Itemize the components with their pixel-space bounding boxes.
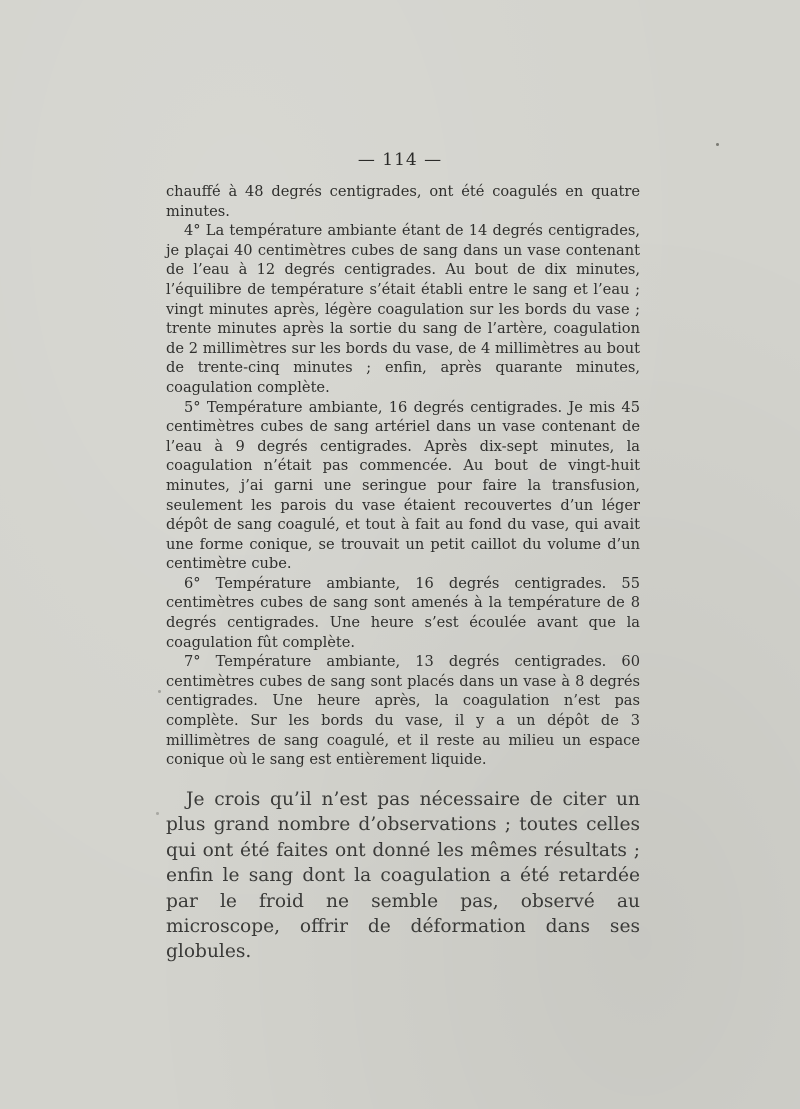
- observation-continuation: chauffé à 48 degrés centigrades, ont été coagulés en quatre minutes.: [166, 183, 640, 220]
- observation-4: 4° La température ambiante étant de 14 degrés centigrades, je plaçai 40 centimètres cubes de sang dans un vase contenant de l’eau à 12 degrés centigrades. Au bout de dix minutes, l’équilibre de température s’était établi entre le sang et l’eau ; vingt minutes après, légère coagulation sur les bords du vase ; trente minutes après la sortie du sang de l’artère, coagulation de 2 millimètres sur les bords du vase, de 4 millimètres au bout de trente-cinq minutes ; enfin, après quarante minutes, coagulation complète.: [166, 222, 640, 396]
- observation-5: 5° Température ambiante, 16 degrés centigrades. Je mis 45 centimètres cubes de sang artériel dans un vase contenant de l’eau à 9 degrés centigrades. Après dix-sept minutes, la coagulation n’était pas commencée. Au bout de vingt-huit minutes, j’ai garni une seringue pour faire la transfusion, seulement les parois du vase étaient recouvertes d’un léger dépôt de sang coagulé, et tout à fait au fond du vase, qui avait une forme conique, se trouvait un petit caillot du volume d’un centimètre cube.: [166, 398, 640, 573]
- paper-speck: [156, 812, 159, 815]
- paper-speck: [716, 143, 719, 146]
- page-number: — 114 —: [357, 150, 443, 170]
- conclusion-block: [166, 787, 640, 965]
- conclusion-paragraph: Je crois qu’il n’est pas nécessaire de citer un plus grand nombre d’observations ; toutes celles qui ont été faites ont donné les mêmes résultats ; enfin le sang dont la coagulation a été retardée par le froid ne semble pas, observé au microscope, offrir de déformation dans ses globules.: [166, 789, 640, 963]
- paper-speck: [398, 760, 401, 763]
- paper-speck: [158, 690, 161, 693]
- observation-6: 6° Température ambiante, 16 degrés centigrades. 55 centimètres cubes de sang sont amenés à la température de 8 degrés centigrades. Une heure s’est écoulée avant que la coagulation fût complète.: [166, 574, 640, 651]
- observation-7: 7° Température ambiante, 13 degrés centigrades. 60 centimètres cubes de sang sont placés dans un vase à 8 degrés centigrades. Une heure après, la coagulation n’est pas complète. Sur les bords du vase, il y a un dépôt de 3 millimètres de sang coagulé, et il reste au milieu un espace conique où le sang est entièrement liquide.: [166, 653, 640, 769]
- observations-block: [166, 182, 640, 770]
